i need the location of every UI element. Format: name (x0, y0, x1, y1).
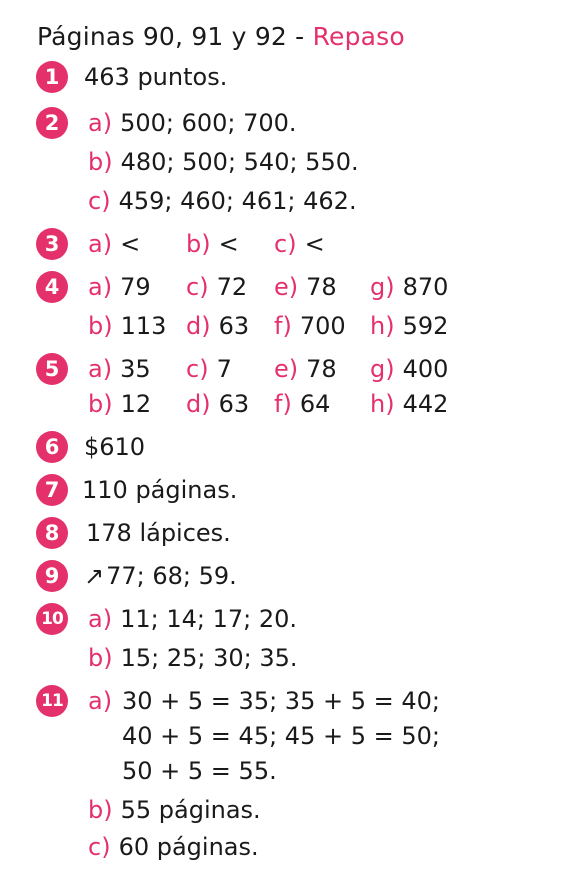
part-label: b) (186, 230, 211, 258)
answer-text: 110 páginas. (82, 476, 238, 504)
part-text: 72 (216, 273, 248, 301)
part-text: 15; 25; 30; 35. (120, 644, 298, 672)
part-label: c) (88, 833, 111, 861)
part-text: 7 (216, 355, 232, 383)
part-text: 480; 500; 540; 550. (120, 148, 359, 176)
part-text: 592 (402, 312, 449, 340)
answer-text: 178 lápices. (86, 519, 231, 547)
part-label: g) (370, 355, 395, 383)
part-label: b) (88, 390, 113, 418)
number-badge: 4 (36, 271, 68, 303)
part-label: a) (88, 687, 113, 715)
part-text: 64 (299, 390, 331, 418)
part-text: 442 (402, 390, 449, 418)
number-badge: 8 (36, 517, 68, 549)
part-text: 35 (120, 355, 151, 383)
part-label: a) (88, 109, 113, 137)
part-text: 12 (120, 390, 152, 418)
number-badge: 1 (36, 61, 68, 93)
part-label: a) (88, 230, 113, 258)
part-label: g) (370, 273, 395, 301)
number-badge: 3 (36, 228, 68, 260)
part-label: b) (88, 148, 113, 176)
part-text: 870 (402, 273, 449, 301)
part-text: 79 (120, 273, 151, 301)
number-badge: 11 (36, 685, 68, 717)
number-badge: 6 (36, 431, 68, 463)
part-label: e) (274, 273, 299, 301)
part-text: < (218, 230, 239, 258)
answer-text: 463 puntos. (84, 63, 228, 91)
title-main: Páginas 90, 91 y 92 - (37, 22, 313, 51)
part-text: 63 (218, 390, 250, 418)
equation-line: 50 + 5 = 55. (122, 757, 277, 785)
number-badge: 2 (36, 107, 68, 139)
number-badge: 5 (36, 353, 68, 385)
part-text: 113 (120, 312, 167, 340)
title-accent: Repaso (312, 22, 405, 51)
part-text: 400 (402, 355, 449, 383)
part-text: 78 (306, 355, 337, 383)
part-label: f) (274, 390, 292, 418)
part-label: h) (370, 312, 395, 340)
part-label: d) (186, 312, 211, 340)
part-text: 11; 14; 17; 20. (120, 605, 298, 633)
page-title (37, 22, 405, 51)
answer-text: $610 (84, 433, 146, 461)
arrow-icon: ↗ (84, 562, 105, 590)
part-text: 55 páginas. (120, 796, 261, 824)
part-label: a) (88, 273, 113, 301)
number-badge: 9 (36, 560, 68, 592)
part-label: e) (274, 355, 299, 383)
part-label: a) (88, 605, 113, 633)
part-text: 78 (306, 273, 337, 301)
part-text: 459; 460; 461; 462. (118, 187, 357, 215)
part-text: 63 (218, 312, 250, 340)
part-label: h) (370, 390, 395, 418)
part-label: f) (274, 312, 292, 340)
part-label: c) (186, 355, 209, 383)
part-text: 500; 600; 700. (120, 109, 297, 137)
equation-line: 40 + 5 = 45; 45 + 5 = 50; (122, 722, 440, 750)
part-label: b) (88, 796, 113, 824)
answer-text: 77; 68; 59. (106, 562, 237, 590)
part-text: 60 páginas. (118, 833, 259, 861)
part-label: c) (274, 230, 297, 258)
part-label: c) (88, 187, 111, 215)
part-text: 700 (299, 312, 346, 340)
number-badge: 7 (36, 474, 68, 506)
number-badge: 10 (36, 603, 68, 635)
part-label: d) (186, 390, 211, 418)
part-label: a) (88, 355, 113, 383)
equation-line: 30 + 5 = 35; 35 + 5 = 40; (122, 687, 440, 715)
part-text: < (304, 230, 325, 258)
part-label: b) (88, 644, 113, 672)
part-text: < (120, 230, 141, 258)
part-label: c) (186, 273, 209, 301)
part-label: b) (88, 312, 113, 340)
